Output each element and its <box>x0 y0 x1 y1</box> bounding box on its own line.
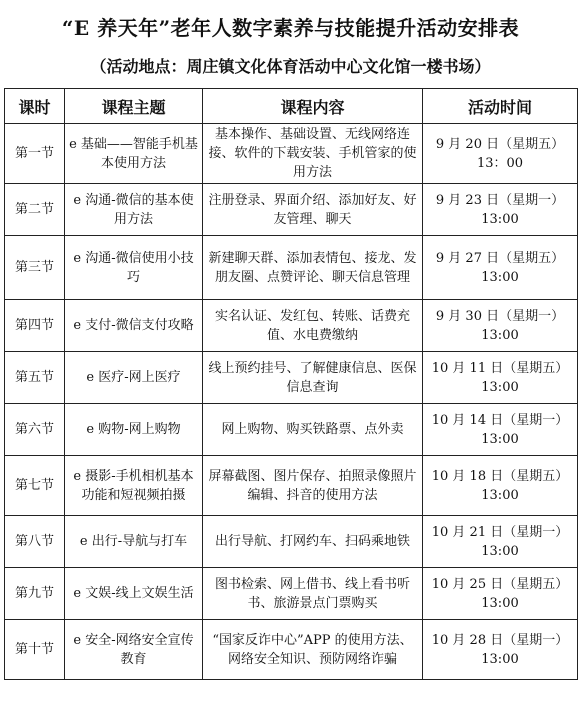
cell-session: 第九节 <box>5 568 65 620</box>
cell-topic: e 医疗-网上医疗 <box>65 352 203 404</box>
header-content: 课程内容 <box>203 89 423 124</box>
table-row <box>5 516 578 568</box>
cell-topic: e 购物-网上购物 <box>65 404 203 456</box>
cell-time: 10 月 18 日（星期五）13:00 <box>423 456 578 516</box>
document-title: “E 养天年”老年人数字素养与技能提升活动安排表 <box>61 16 520 40</box>
table-row <box>5 568 578 620</box>
cell-content: 图书检索、网上借书、线上看书听书、旅游景点门票购买 <box>203 568 423 620</box>
cell-time: 9 月 20 日（星期五）13：00 <box>423 124 578 184</box>
header-topic: 课程主题 <box>65 89 203 124</box>
table-row <box>5 124 578 184</box>
cell-session: 第四节 <box>5 300 65 352</box>
cell-time: 9 月 23 日（星期一）13:00 <box>423 184 578 236</box>
cell-topic: e 沟通-微信使用小技巧 <box>65 236 203 300</box>
cell-time: 9 月 30 日（星期一）13:00 <box>423 300 578 352</box>
table-row <box>5 236 578 300</box>
cell-topic: e 摄影-手机相机基本功能和短视频拍摄 <box>65 456 203 516</box>
cell-time: 10 月 21 日（星期一）13:00 <box>423 516 578 568</box>
cell-time: 10 月 11 日（星期五）13:00 <box>423 352 578 404</box>
cell-topic: e 文娱-线上文娱生活 <box>65 568 203 620</box>
cell-session: 第三节 <box>5 236 65 300</box>
cell-content: 出行导航、打网约车、扫码乘地铁 <box>203 516 423 568</box>
cell-time: 9 月 27 日（星期五）13:00 <box>423 236 578 300</box>
cell-topic: e 沟通-微信的基本使用方法 <box>65 184 203 236</box>
table-row <box>5 352 578 404</box>
cell-topic: e 安全-网络安全宣传教育 <box>65 620 203 680</box>
cell-session: 第八节 <box>5 516 65 568</box>
header-session: 课时 <box>5 89 65 124</box>
cell-session: 第一节 <box>5 124 65 184</box>
cell-content: 线上预约挂号、了解健康信息、医保信息查询 <box>203 352 423 404</box>
schedule-table <box>4 88 578 680</box>
table-row <box>5 456 578 516</box>
header-row <box>5 89 578 124</box>
cell-content: 注册登录、界面介绍、添加好友、好友管理、聊天 <box>203 184 423 236</box>
cell-topic: e 出行-导航与打车 <box>65 516 203 568</box>
table-row <box>5 184 578 236</box>
cell-session: 第六节 <box>5 404 65 456</box>
cell-content: 屏幕截图、图片保存、拍照录像照片编辑、抖音的使用方法 <box>203 456 423 516</box>
table-row <box>5 404 578 456</box>
header-time: 活动时间 <box>423 89 578 124</box>
cell-content: 网上购物、购买铁路票、点外卖 <box>203 404 423 456</box>
cell-session: 第十节 <box>5 620 65 680</box>
cell-session: 第二节 <box>5 184 65 236</box>
cell-content: “国家反诈中心”APP 的使用方法、网络安全知识、预防网络诈骗 <box>203 620 423 680</box>
cell-content: 实名认证、发红包、转账、话费充值、水电费缴纳 <box>203 300 423 352</box>
cell-time: 10 月 14 日（星期一）13:00 <box>423 404 578 456</box>
cell-topic: e 基础——智能手机基本使用方法 <box>65 124 203 184</box>
table-row <box>5 300 578 352</box>
cell-session: 第五节 <box>5 352 65 404</box>
cell-topic: e 支付-微信支付攻略 <box>65 300 203 352</box>
cell-time: 10 月 25 日（星期五）13:00 <box>423 568 578 620</box>
cell-session: 第七节 <box>5 456 65 516</box>
table-row <box>5 620 578 680</box>
document-subtitle: （活动地点：周庄镇文化体育活动中心文化馆一楼书场） <box>90 57 491 76</box>
cell-time: 10 月 28 日（星期一）13:00 <box>423 620 578 680</box>
cell-content: 基本操作、基础设置、无线网络连接、软件的下载安装、手机管家的使用方法 <box>203 124 423 184</box>
cell-content: 新建聊天群、添加表情包、接龙、发朋友圈、点赞评论、聊天信息管理 <box>203 236 423 300</box>
